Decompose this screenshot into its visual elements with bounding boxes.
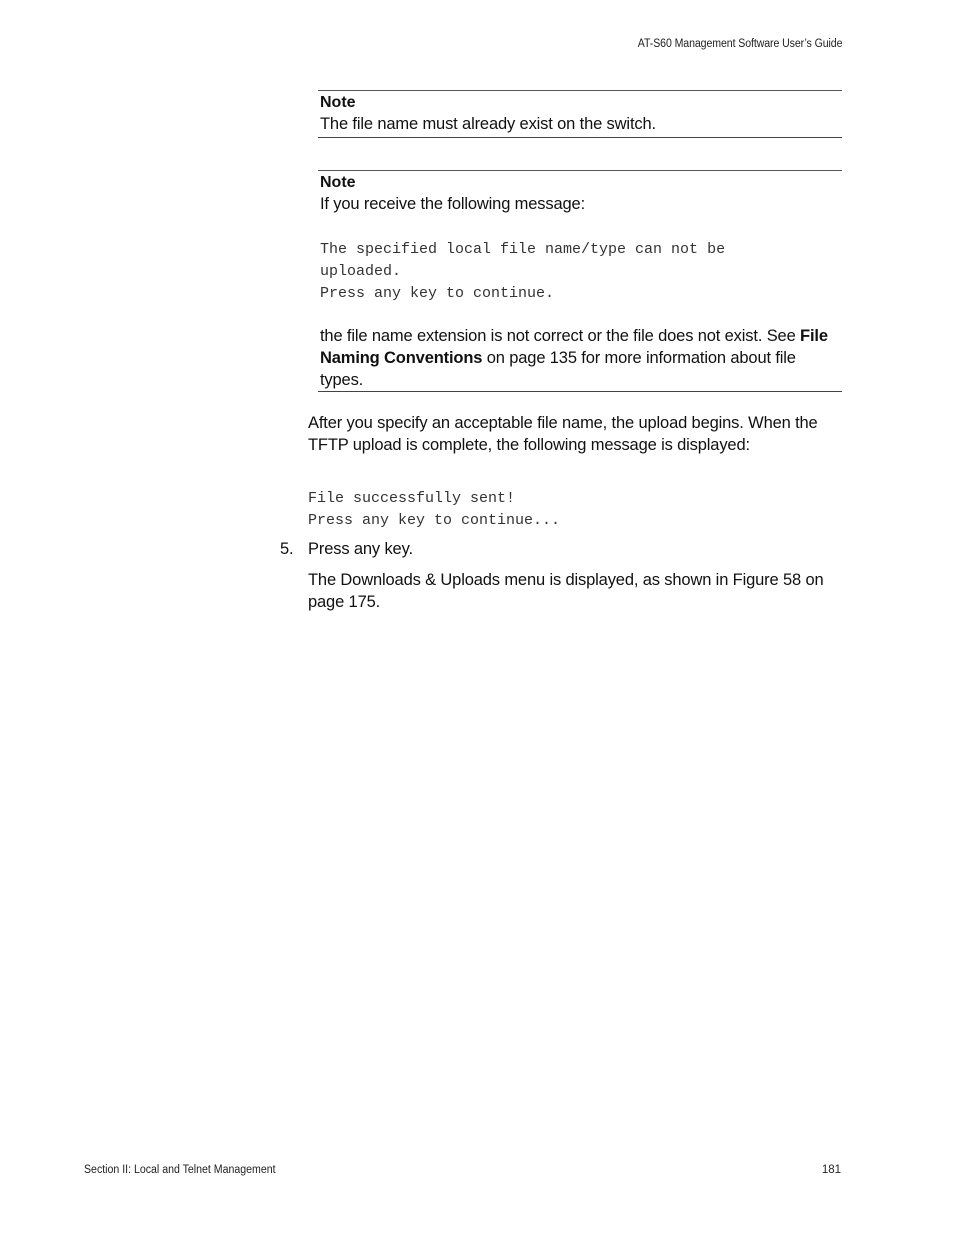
- step-number: 5.: [280, 540, 294, 558]
- note-text: The file name must already exist on the switch.: [320, 115, 656, 133]
- note-intro: If you receive the following message:: [320, 195, 586, 213]
- code-line: Press any key to continue...: [308, 512, 561, 529]
- note-box-error-message: [318, 170, 842, 392]
- step-text: Press any key.: [308, 540, 413, 558]
- code-line: uploaded.: [320, 263, 402, 280]
- footer-section-title: Section II: Local and Telnet Management: [84, 1164, 276, 1176]
- note-explanation: the file name extension is not correct or the file does not exist. See File Naming Conventions on page 135 for more information about file types.: [320, 327, 828, 389]
- cross-reference-link[interactable]: File Naming Conventions: [320, 327, 828, 367]
- page-number: 181: [821, 1164, 841, 1176]
- note-box-file-exists: [318, 90, 842, 138]
- code-line: Press any key to continue.: [320, 285, 555, 302]
- code-line: The specified local file name/type can not be: [320, 241, 726, 258]
- paragraph-menu-displayed: The Downloads & Uploads menu is displayed, as shown in Figure 58 on page 175.: [308, 571, 824, 611]
- success-message-code: [308, 488, 842, 532]
- note-label: Note: [320, 174, 356, 191]
- code-line: File successfully sent!: [308, 490, 516, 507]
- running-header: AT-S60 Management Software User’s Guide: [637, 38, 842, 50]
- error-message-code: [320, 239, 840, 305]
- note-label: Note: [320, 94, 356, 111]
- paragraph-upload-begins: After you specify an acceptable file name, the upload begins. When the TFTP upload is complete, the following message is displayed:: [308, 414, 818, 454]
